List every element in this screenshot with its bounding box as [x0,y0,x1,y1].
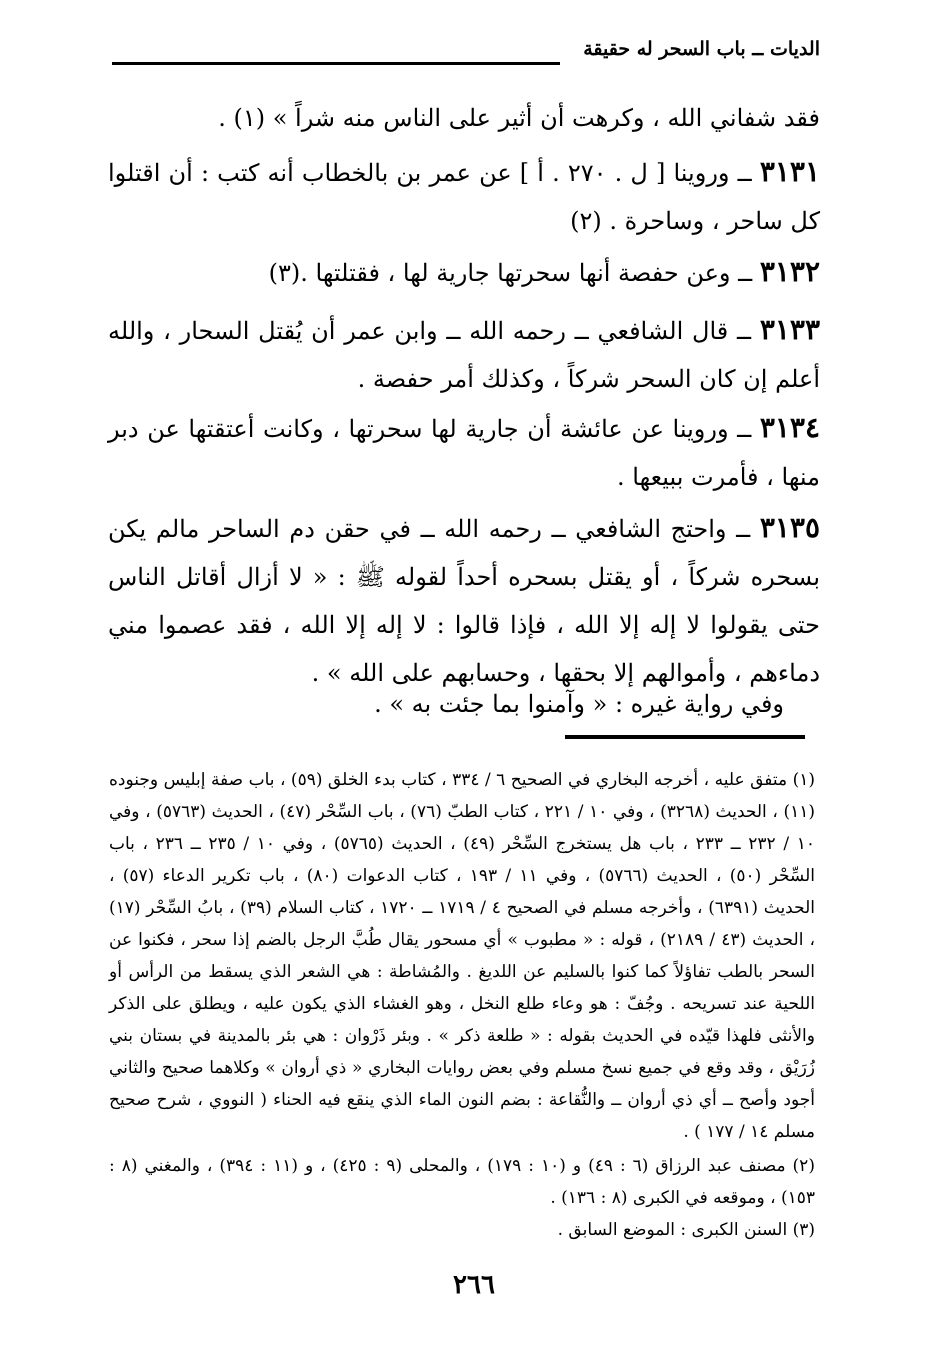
paragraph-text: ــ وروينا [ ل . ٢٧٠ . أ ] عن عمر بن بالخطاب أنه كتب : أن اقتلوا كل ساحر ، وساحرة . (٢) [108,159,820,235]
paragraph-3132 [108,248,820,297]
paragraph-3134 [108,404,820,501]
paragraph-number: ٣١٣٤ [759,411,820,444]
paragraph-text: وفي رواية غيره : « وآمنوا بما جئت به » . [374,690,784,718]
page-number: ٢٦٦ [453,1270,495,1300]
footnote-separator [565,735,805,739]
paragraph-other-narration [108,680,820,728]
paragraph-text: فقد شفاني الله ، وكرهت أن أثير على الناس منه شراً » (١) . [218,104,820,132]
paragraph-3135 [108,504,820,697]
paragraph-text: ــ قال الشافعي ــ رحمه الله ــ وابن عمر أن يُقتل السحار ، والله أعلم إن كان السحر شركاً ، وكذلك أمر حفصة . [108,317,820,393]
paragraph-text: ــ وعن حفصة أنها سحرتها جارية لها ، فقتلتها .(٣) [268,259,753,287]
paragraph-number: ٣١٣٣ [759,313,820,346]
running-header: الديات ــ باب السحر له حقيقة [583,38,820,60]
paragraph-3133 [108,306,820,403]
paragraph-text: ــ وروينا عن عائشة أن جارية لها سحرتها ، وكانت أعتقتها عن دبر منها ، فأمرت ببيعها . [108,415,820,491]
footnote-3: (٣) السنن الكبرى : الموضع السابق . [557,1220,815,1240]
header-rule [112,62,560,65]
paragraph-number: ٣١٣٢ [759,255,820,288]
paragraph-text: ــ واحتج الشافعي ــ رحمه الله ــ في حقن دم الساحر مالم يكن بسحره شركاً ، أو يقتل بسحره أحداً لقوله ﷺ : « لا أزال أقاتل الناس حتى يقولوا لا إله إلا الله ، فإذا قالوا : لا إله إلا الله ، فقد عصموا مني دماءهم ، وأموالهم إلا بحقها ، وحسابهم على الله » . [108,515,820,687]
paragraph-number: ٣١٣١ [759,155,820,188]
paragraph-continuation [108,94,820,142]
paragraph-3131 [108,148,820,245]
paragraph-number: ٣١٣٥ [759,511,820,544]
footnote-2: (٢) مصنف عبد الرزاق (٦ : ٤٩) و (١٠ : ١٧٩) ، والمحلى (٩ : ٤٢٥) ، و (١١ : ٣٩٤) ، والمغني (٨ : ١٥٣) ، وموقعه في الكبرى (٨ : ١٣٦) . [109,1156,815,1208]
footnote-1: (١) متفق عليه ، أخرجه البخاري في الصحيح ٦ / ٣٣٤ ، كتاب بدء الخلق (٥٩) ، باب صفة إبليس وجنوده (١١) ، الحديث (٣٢٦٨) ، وفي ١٠ / ٢٢١ ، كتاب الطبّ (٧٦) ، باب السِّحْر (٤٧) ، الحديث (٥٧٦٣) ، وفي ١٠ / ٢٣٢ ــ ٢٣٣ ، باب هل يستخرج السِّحْر (٤٩) ، الحديث (٥٧٦٥) ، وفي ١٠ / ٢٣٥ ــ ٢٣٦ ، باب السِّحْر (٥٠) ، الحديث (٥٧٦٦) ، وفي ١١ / ١٩٣ ، كتاب الدعوات (٨٠) ، باب تكرير الدعاء (٥٧) ، الحديث (٦٣٩١) ، وأخرجه مسلم في الصحيح ٤ / ١٧١٩ ــ ١٧٢٠ ، كتاب السلام (٣٩) ، بابُ السِّحْر (١٧) ، الحديث (٤٣ / ٢١٨٩) ، قوله : « مطبوب » أي مسحور يقال طُبَّ الرجل بالضم إذا سحر ، فكنوا عن السحر بالطب تفاؤلاً كما كنوا بالسليم عن اللديغ . والمُشاطة : هي الشعر الذي يسقط من الرأس أو اللحية عند تسريحه . وجُفّ : هو وعاء طلع النخل ، وهو الغشاء الذي يكون عليه ، ويطلق على الذكر والأنثى فلهذا قيّده في الحديث بقوله : « طلعة ذكر » . وبئر ذَرْوان : هي بئر بالمدينة في بستان بني زُرَيْق ، وقد وقع في جميع نسخ مسلم وفي بعض روايات البخاري « ذي أروان » وكلاهما صحيح والثاني أجود وأصح ــ أي ذي أروان ــ والنُّقاعة : بضم النون الماء الذي ينقع فيه الحناء ( النووي ، شرح صحيح مسلم ١٤ / ١٧٧ ) . [109,770,816,1142]
